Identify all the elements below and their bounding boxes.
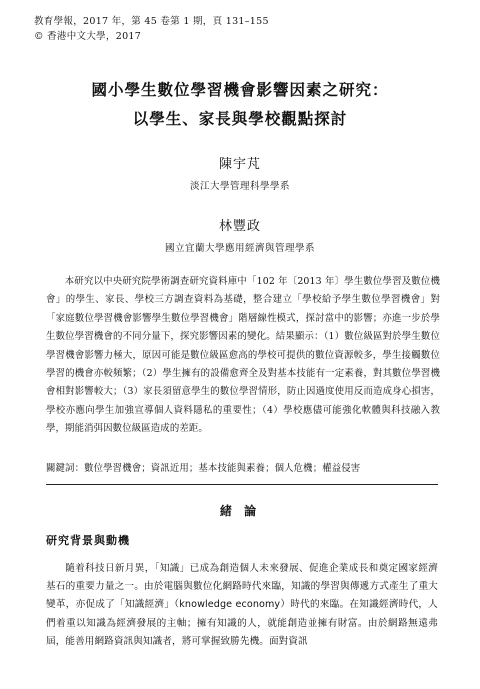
- divider-rule: [46, 484, 438, 485]
- paper-title-line-2: 以學生、家長與學校觀點探討: [132, 109, 348, 128]
- journal-citation: 教育學報，2017 年，第 45 卷第 1 期，頁 131–155: [34, 16, 269, 27]
- section-heading: 緒 論: [219, 504, 261, 518]
- subsection-heading: 研究背景與動機: [46, 534, 130, 547]
- abstract: 本研究以中央研究院學術調查研究資料庫中「102 年〔2013 年〕學生數位學習及數位機會」的學生、家長、學校三方調查資料為基礎，整合建立「學校給予學生數位學習機會」對「家庭數位學習機會影響學生數位學習機會」階層線性模式，探討當中的影響；亦進一步於學生數位學習機會的不同分量下，探究影響因素的變化。結果顯示：（1）數位級區對於學生數位學習機會影響力極大，原因可能是數位級區愈高的學校可提供的數位資源較多，學生接觸數位學習的機會亦較頻繁；（2）學生擁有的設備愈齊全及對基本技能有一定素養，對其數位學習機會相對影響較大；（3）家長須留意學生的數位學習情形，防止因過度使用反而造成身心損害，學校亦應向學生加強宣導個人資料隱私的重要性；（4）學校應儘可能強化軟體與科技融入教學，期能消弭因數位級區造成的差距。: [46, 276, 440, 435]
- author-name-2: 林豐政: [218, 219, 261, 234]
- keywords: 關鍵詞：數位學習機會；資訊近用；基本技能與素養；個人危機；權益侵害: [46, 463, 361, 474]
- author-name-1: 陳宇芃: [218, 157, 261, 172]
- body-paragraph: 隨着科技日新月異，「知識」已成為創造個人未來發展、促進企業成長和奠定國家經濟基石的重要力量之一。由於電腦與數位化網路時代來臨，知識的學習與傳遞方式產生了重大變革，亦促成了「知識經濟」（knowledge economy）時代的來臨。在知識經濟時代，人們着重以知識為經濟發展的主軸；擁有知識的人，就能創造並擁有財富。由於網路無遠弗屆，能善用網路資訊與知識者，將可掌握致勝先機。面對資訊: [46, 563, 438, 647]
- journal-header: [34, 14, 269, 44]
- author-affiliation-1: 淡江大學管理科學學系: [189, 181, 290, 192]
- author-affiliation-2: 國立宜蘭大學應用經濟與管理學系: [164, 243, 315, 254]
- paper-title-line-1: 國小學生數位學習機會影響因素之研究：: [91, 80, 389, 99]
- copyright-notice: © 香港中文大學，2017: [34, 31, 142, 42]
